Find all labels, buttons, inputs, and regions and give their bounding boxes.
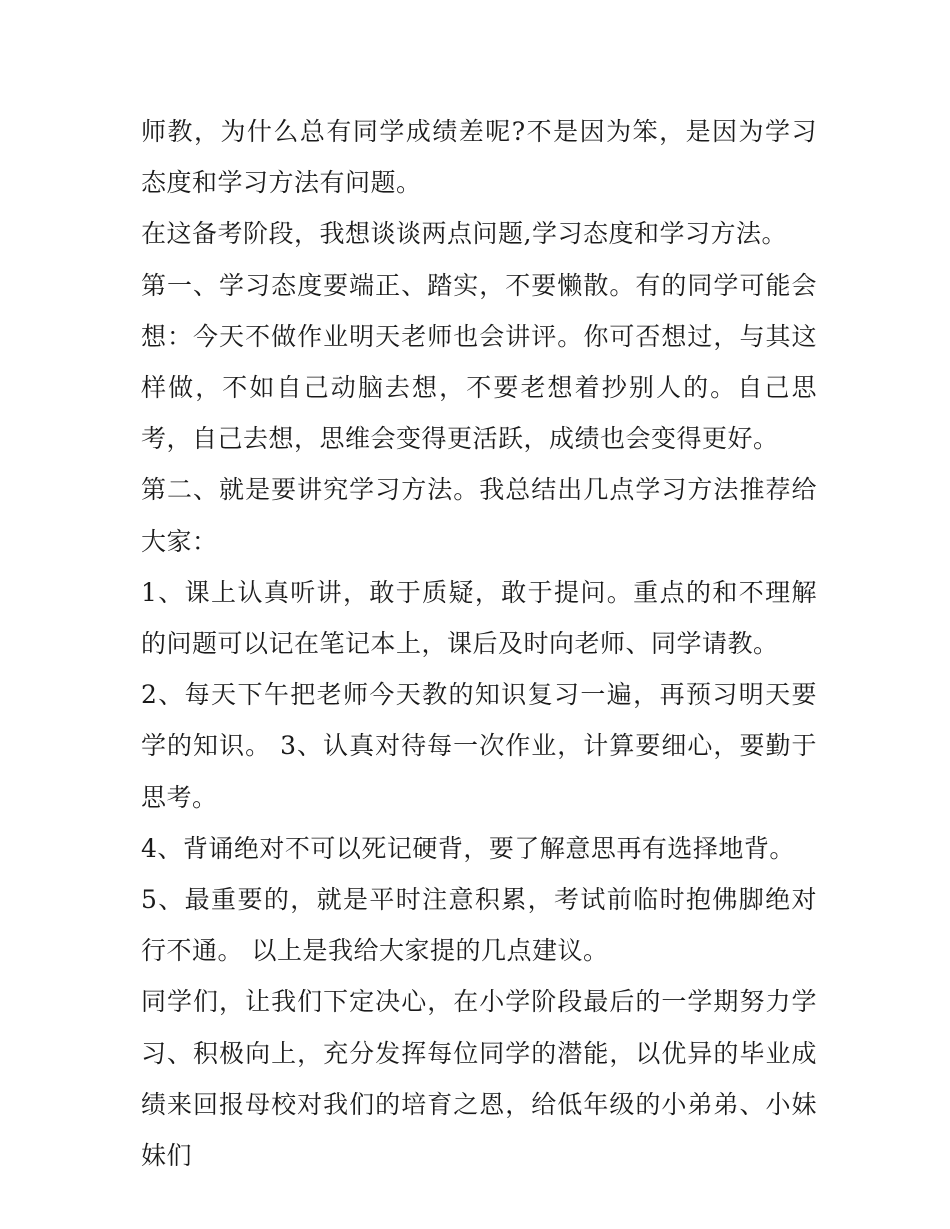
paragraph-8: 5、最重要的，就是平时注意积累，考试前临时抱佛脚绝对行不通。 以上是我给大家提的几点建议。: [141, 885, 817, 966]
paragraph-7: 4、背诵绝对不可以死记硬背，要了解意思再有选择地背。: [141, 833, 795, 863]
paragraph-9: 同学们，让我们下定决心，在小学阶段最后的一学期努力学习、积极向上，充分发挥每位同学的潜能，以优异的毕业成绩来回报母校对我们的培育之恩，给低年级的小弟弟、小妹妹们: [141, 987, 817, 1171]
paragraph-4: 第二、就是要讲究学习方法。我总结出几点学习方法推荐给大家：: [141, 475, 817, 556]
paragraph-6: 2、每天下午把老师今天教的知识复习一遍，再预习明天要学的知识。 3、认真对待每一次作业，计算要细心，要勤于思考。: [141, 680, 817, 812]
paragraph-1: 师教，为什么总有同学成绩差呢?不是因为笨，是因为学习态度和学习方法有问题。: [141, 117, 817, 198]
paragraph-5: 1、课上认真听讲，敢于质疑，敢于提问。重点的和不理解的问题可以记在笔记本上，课后及时向老师、同学请教。: [141, 577, 817, 659]
paragraph-2: 在这备考阶段，我想谈谈两点问题,学习态度和学习方法。: [141, 219, 787, 249]
document-body: [141, 106, 817, 1181]
paragraph-3: 第一、学习态度要端正、踏实，不要懒散。有的同学可能会想：今天不做作业明天老师也会讲评。你可否想过，与其这样做，不如自己动脑去想，不要老想着抄别人的。自己思考，自己去想，思维会变得更活跃，成绩也会变得更好。: [141, 270, 817, 454]
